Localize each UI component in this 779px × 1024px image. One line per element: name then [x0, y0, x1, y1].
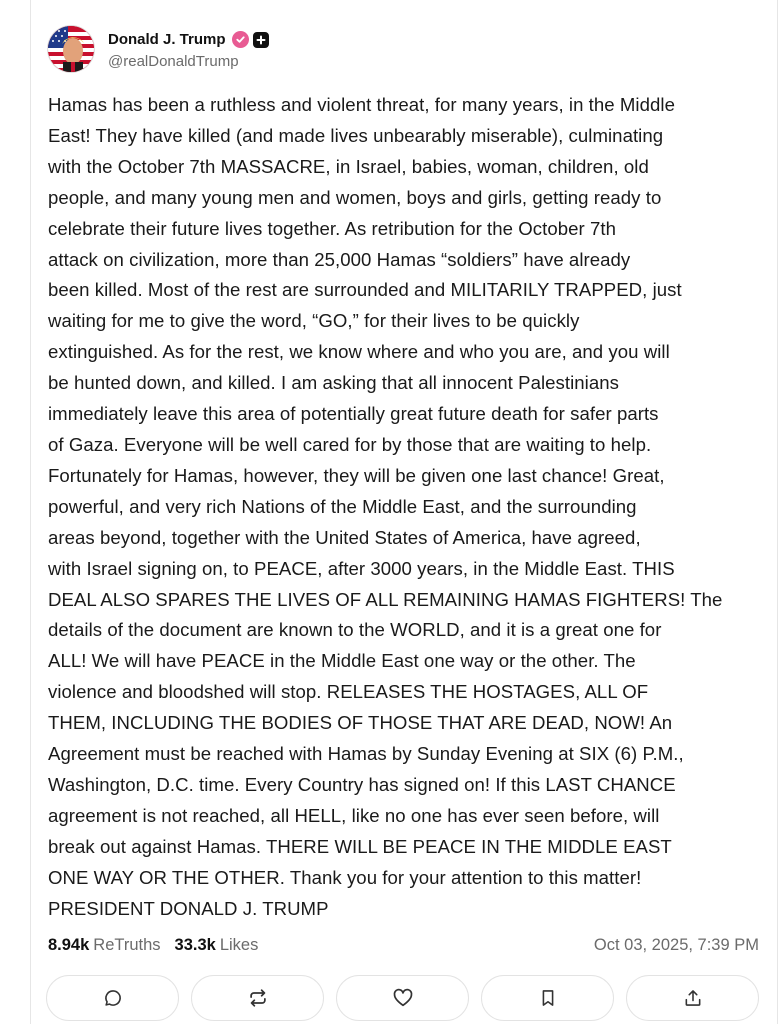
likes-label[interactable]: Likes	[219, 935, 259, 954]
post-line: with Israel signing on, to PEACE, after 3000 years, in the Middle East. THIS	[48, 557, 675, 579]
heart-icon	[392, 987, 414, 1009]
share-icon	[683, 988, 703, 1008]
post-timestamp[interactable]: Oct 03, 2025, 7:39 PM	[593, 935, 759, 954]
post-line: be hunted down, and killed. I am asking that all innocent Palestinians	[48, 372, 619, 394]
post-line: celebrate their future lives together. As retribution for the October 7th	[48, 217, 616, 239]
like-button[interactable]	[336, 975, 469, 1021]
right-divider	[777, 0, 778, 1024]
left-divider	[30, 0, 31, 1024]
post-line: Agreement must be reached with Hamas by Sunday Evening at SIX (6) P.M.,	[48, 743, 684, 765]
post-line: been killed. Most of the rest are surrounded and MILITARILY TRAPPED, just	[48, 279, 682, 301]
post-line: of Gaza. Everyone will be well cared for by those that are waiting to help.	[48, 433, 652, 455]
post-stats	[48, 933, 258, 957]
comment-icon	[103, 988, 123, 1008]
post-line: waiting for me to give the word, “GO,” for their lives to be quickly	[48, 310, 580, 332]
post-line: ONE WAY OR THE OTHER. Thank you for your attention to this matter!	[48, 866, 642, 888]
post-line: DEAL ALSO SPARES THE LIVES OF ALL REMAINING HAMAS FIGHTERS! The	[48, 588, 723, 610]
author-handle[interactable]: @realDonaldTrump	[108, 52, 239, 70]
post-line: Hamas has been a ruthless and violent threat, for many years, in the Middle	[48, 94, 675, 115]
bookmark-icon	[538, 988, 558, 1008]
post-line: attack on civilization, more than 25,000 Hamas “soldiers” have already	[48, 248, 631, 270]
post-line: people, and many young men and women, boys and girls, getting ready to	[48, 186, 662, 208]
post-line: with the October 7th MASSACRE, in Israel, babies, woman, children, old	[48, 155, 649, 177]
bookmark-button[interactable]	[481, 975, 614, 1021]
retruths-count[interactable]: 8.94k	[48, 935, 90, 954]
author-display-name[interactable]: Donald J. Trump	[108, 31, 226, 48]
post-line: violence and bloodshed will stop. RELEASES THE HOSTAGES, ALL OF	[48, 681, 649, 703]
post-line: PRESIDENT DONALD J. TRUMP	[48, 897, 329, 919]
post-line: areas beyond, together with the United States of America, have agreed,	[48, 526, 641, 548]
retruth-icon	[247, 987, 269, 1009]
reply-button[interactable]	[46, 975, 179, 1021]
author-block	[108, 29, 269, 70]
post-line: agreement is not reached, all HELL, like no one has ever seen before, will	[48, 804, 660, 826]
post-body	[48, 90, 763, 924]
post-line: THEM, INCLUDING THE BODIES OF THOSE THAT ARE DEAD, NOW! An	[48, 712, 673, 734]
name-row	[108, 29, 269, 51]
post-line: break out against Hamas. THERE WILL BE PEACE IN THE MIDDLE EAST	[48, 835, 672, 857]
post-line: Washington, D.C. time. Every Country has signed on! If this LAST CHANCE	[48, 773, 676, 795]
post-line: Fortunately for Hamas, however, they will be given one last chance! Great,	[48, 464, 665, 486]
post-line: immediately leave this area of potentially great future death for safer parts	[48, 403, 659, 425]
avatar[interactable]	[48, 26, 94, 72]
avatar-image	[48, 26, 94, 72]
verified-badge-icon	[232, 31, 249, 48]
post-line: ALL! We will have PEACE in the Middle East one way or the other. The	[48, 650, 636, 672]
post-line: East! They have killed (and made lives unbearably miserable), culminating	[48, 124, 664, 146]
post-line: powerful, and very rich Nations of the Middle East, and the surrounding	[48, 495, 637, 517]
post-header	[48, 24, 269, 74]
retruth-button[interactable]	[191, 975, 324, 1021]
share-button[interactable]	[626, 975, 759, 1021]
retruths-label[interactable]: ReTruths	[93, 935, 161, 954]
plus-badge-icon	[253, 32, 269, 48]
likes-count[interactable]: 33.3k	[174, 935, 216, 954]
action-bar	[46, 975, 759, 1021]
post-line: extinguished. As for the rest, we know where and who you are, and you will	[48, 341, 670, 363]
post-line: details of the document are known to the WORLD, and it is a great one for	[48, 619, 662, 641]
